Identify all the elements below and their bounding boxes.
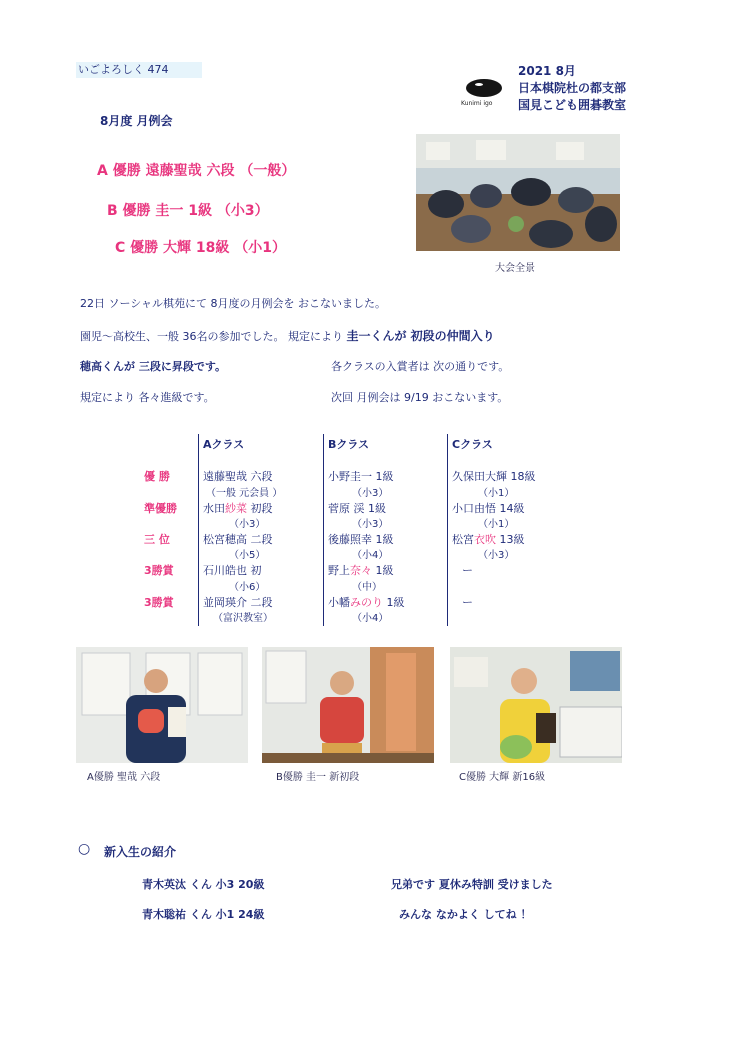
tournament-hall-photo [416, 134, 620, 251]
class-c-entry: 小口由悟 14級 [452, 502, 525, 515]
class-a-entry: 並岡瑛介 二段 [203, 596, 273, 609]
section-bullet-icon: ○ [78, 841, 91, 857]
issue-date: 2021 8月 [518, 64, 576, 78]
class-b-entry-group: （小4） [352, 613, 389, 624]
winner-a-photo [76, 647, 248, 763]
report-line-2-text: 園児～高校生、一般 36名の参加でした。 規定により [80, 330, 343, 343]
class-a-entry: 遠藤聖哉 六段 [203, 470, 273, 483]
class-c-header: Cクラス [452, 438, 493, 451]
class-c-entry-group: （小1） [478, 488, 515, 499]
entry-name-part: 1級 [372, 564, 394, 577]
class-c-entry-group: （小1） [478, 519, 515, 530]
entry-name-part: 松宮 [452, 533, 474, 546]
class-b-entry-group: （小3） [352, 488, 389, 499]
report-line-2 [80, 327, 495, 344]
new-student-note: 兄弟です 夏休み特訓 受けました [391, 878, 553, 891]
class-c-entry: ー [462, 564, 473, 577]
new-student: 青木聡祐 くん 小1 24級 [142, 908, 265, 921]
entry-name-highlight: みのり [350, 596, 383, 609]
promotion-note: 圭一くんが 初段の仲間入り [346, 329, 495, 343]
rank-label: 準優勝 [144, 502, 177, 515]
logo-text: Kunimi igo [461, 100, 493, 107]
class-a-entry-group: （富沢教室） [213, 613, 273, 624]
event-title: 8月度 月例会 [100, 114, 173, 128]
promotion-note-2: 穂高くんが 三段に昇段です。 [80, 360, 226, 373]
class-b-entry-group: （小3） [352, 519, 389, 530]
prize-intro: 各クラスの入賞者は 次の通りです。 [331, 360, 510, 373]
class-a-entry-group: （一般 元会員 ） [206, 488, 283, 499]
winner-a: A 優勝 遠藤聖哉 六段 （一般） [97, 163, 296, 179]
entry-name-part: 初段 [247, 502, 273, 515]
class-b-entry: 小野圭一 1級 [328, 470, 394, 483]
hall-photo-image [416, 134, 620, 251]
class-b-entry: 菅原 渓 1級 [328, 502, 386, 515]
hall-photo-caption: 大会全景 [495, 263, 535, 274]
entry-name-part: 水田 [203, 502, 225, 515]
entry-name-part: 1級 [383, 596, 405, 609]
class-a-entry-group: （小3） [229, 519, 266, 530]
entry-name-part: 野上 [328, 564, 350, 577]
class-c-entry [452, 531, 525, 547]
report-line-1: 22日 ソーシャル棋苑にて 8月度の月例会を おこないました。 [80, 297, 387, 310]
table-divider [198, 434, 199, 626]
next-meeting: 次回 月例会は 9/19 おこないます。 [331, 391, 509, 404]
winner-b-photo-image [262, 647, 434, 763]
class-a-entry [203, 500, 273, 516]
winner-b-photo [262, 647, 434, 763]
go-stone-logo-icon [466, 79, 502, 97]
class-b-entry-group: （小4） [352, 550, 389, 561]
rank-label: 3勝賞 [144, 564, 174, 577]
rank-label: 三 位 [144, 533, 170, 546]
class-b-entry [328, 594, 405, 610]
entry-name-highlight: 奈々 [350, 564, 372, 577]
class-a-entry: 石川皓也 初 [203, 564, 262, 577]
class-a-entry: 松宮穂高 二段 [203, 533, 273, 546]
winner-c-photo [450, 647, 622, 763]
winner-b: B 優勝 圭一 1級 （小3） [107, 203, 269, 219]
winner-b-caption: B優勝 圭一 新初段 [276, 772, 360, 783]
newsletter-series: いごよろしく 474 [76, 62, 202, 78]
entry-name-part: 13級 [496, 533, 525, 546]
class-c-entry: ー [462, 596, 473, 609]
winner-c-caption: C優勝 大輝 新16級 [459, 772, 546, 783]
class-b-header: Bクラス [328, 438, 370, 451]
class-a-entry-group: （小6） [229, 582, 266, 593]
class-c-entry-group: （小3） [478, 550, 515, 561]
class-b-entry [328, 562, 394, 578]
rank-label: 優 勝 [144, 470, 170, 483]
table-divider [323, 434, 324, 626]
school-name: 国見こども囲碁教室 [518, 98, 627, 112]
winner-c: C 優勝 大輝 18級 （小1） [115, 240, 286, 256]
table-divider [447, 434, 448, 626]
new-student: 青木英汰 くん 小3 20級 [142, 878, 265, 891]
class-a-header: Aクラス [203, 438, 245, 451]
advance-note: 規定により 各々進級です。 [80, 391, 215, 404]
class-b-entry: 後藤照幸 1級 [328, 533, 394, 546]
new-student-note: みんな なかよく してね ！ [399, 908, 532, 921]
new-students-title: 新入生の紹介 [104, 845, 177, 859]
entry-name-part: 小幡 [328, 596, 350, 609]
winner-a-caption: A優勝 聖哉 六段 [87, 772, 161, 783]
class-c-entry: 久保田大輝 18級 [452, 470, 536, 483]
class-b-entry-group: （中） [352, 582, 382, 593]
entry-name-highlight: 衣吹 [474, 533, 496, 546]
organization-name: 日本棋院杜の都支部 [518, 81, 627, 95]
winner-c-photo-image [450, 647, 622, 763]
class-a-entry-group: （小5） [229, 550, 266, 561]
winner-a-photo-image [76, 647, 248, 763]
rank-label: 3勝賞 [144, 596, 174, 609]
entry-name-highlight: 紗菜 [225, 502, 247, 515]
